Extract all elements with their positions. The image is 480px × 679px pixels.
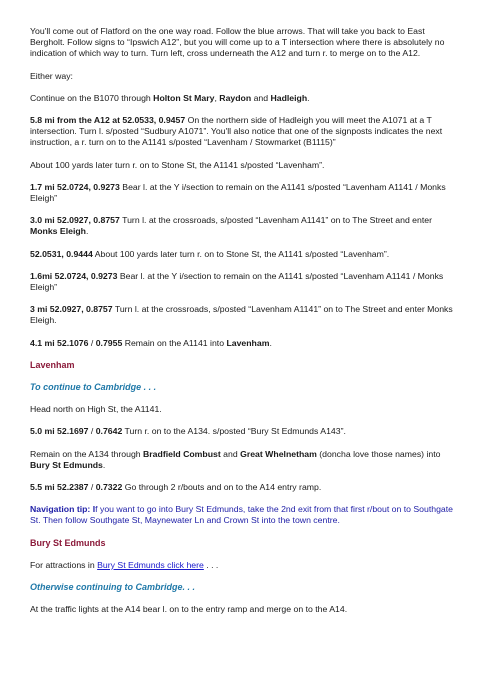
either-way-paragraph: Either way: [30, 70, 73, 81]
subheading-continue-cambridge: To continue to Cambridge . . . [30, 382, 157, 393]
text: For attractions in [30, 559, 98, 570]
waypoint: 3.0 mi 52.0927, 0.8757 [30, 215, 120, 226]
place-hadleigh: Hadleigh [270, 92, 308, 103]
text: Remain on the A134 through [30, 448, 144, 459]
place-raydon: Raydon [219, 92, 252, 103]
text: . [307, 92, 310, 103]
crossroads-paragraph-2 [30, 304, 455, 326]
waypoint: 3 mi 52.0927, 0.8757 [30, 304, 113, 315]
waypoint-lon: 0.7322 [95, 482, 123, 493]
place-lavenham: Lavenham [226, 337, 270, 348]
waypoint-lon: 0.7955 [95, 337, 123, 348]
lavenham-arrival-paragraph [30, 338, 455, 349]
text: Remain on the A1141 into [122, 337, 227, 348]
text: and [220, 448, 241, 459]
crossroads-paragraph [30, 215, 455, 237]
a14-paragraph: At the traffic lights at the A14 bear l. on to the entry ramp and merge on to the A14. [30, 604, 348, 615]
section-heading-lavenham: Lavenham [30, 359, 75, 370]
text: / [88, 337, 96, 348]
text: . [86, 226, 89, 237]
intro-paragraph: You'll come out of Flatford on the one way road. Follow the blue arrows. That will take you back to East Bergholt. Follow signs to “Ipswich A12”, but you will come up to a T intersection where there is absolutely no indication of which way to turn. Turn left, cross underneath the A12 and turn r. to merge on to the A12. [30, 26, 445, 59]
text: About 100 yards later turn r. on to Stone St, the A1141 s/posted “Lavenham”. [92, 248, 390, 259]
subheading-otherwise-cambridge: Otherwise continuing to Cambridge. . . [30, 582, 196, 593]
tip-text: f you want to go into Bury St Edmunds, take the 2nd exit from that first r/bout on to Southgate St. Then follow Southgate St, Maynewater Ln and Crown St into the town centre. [30, 504, 453, 526]
b1070-paragraph [30, 93, 455, 104]
waypoint: 5.0 mi 52.1697 [30, 426, 89, 437]
place-great-whelnetham: Great Whelnetham [240, 448, 317, 459]
place-holton: Holton St Mary [153, 92, 215, 103]
text: Turn l. at the crossroads, s/posted “Lavenham A1141” on to The Street and enter [119, 215, 432, 226]
a134-route-paragraph [30, 449, 455, 471]
waypoint: 1.6mi 52.0724, 0.9273 [30, 270, 118, 281]
waypoint: 5.8 mi from the A12 at 52.0533, 0.9457 [30, 115, 186, 126]
place-bradfield-combust: Bradfield Combust [143, 448, 221, 459]
bury-attractions-link[interactable]: Bury St Edmunds click here [97, 559, 204, 570]
text: . [269, 337, 272, 348]
text: Go through 2 r/bouts and on to the A14 entry ramp. [122, 482, 322, 493]
y-section-paragraph [30, 182, 455, 204]
section-heading-bury: Bury St Edmunds [30, 537, 106, 548]
text: Bear l. at the Y i/section to remain on the A1141 s/posted “Lavenham A1141 / Monks Eleigh” [30, 181, 446, 204]
a134-paragraph [30, 426, 455, 437]
text: . . . [203, 559, 219, 570]
text: / [88, 426, 96, 437]
attractions-paragraph [30, 560, 455, 571]
document-body [30, 26, 455, 627]
place-bury-st-edmunds: Bury St Edmunds [30, 459, 103, 470]
waypoint-lon: 0.7642 [95, 426, 123, 437]
roundabouts-paragraph [30, 482, 455, 493]
high-st-paragraph: Head north on High St, the A1141. [30, 404, 162, 415]
waypoint: 5.5 mi 52.2387 [30, 482, 89, 493]
text: , [214, 92, 220, 103]
hadleigh-paragraph [30, 115, 455, 149]
place-monks-eleigh: Monks Eleigh [30, 226, 86, 237]
y-section-paragraph-2 [30, 271, 455, 293]
text: . [102, 459, 106, 470]
text: / [88, 482, 96, 493]
text: Continue on the B1070 through [30, 92, 154, 103]
text: On the northern side of Hadleigh you will meet the A1071 at a T intersection. Turn l. s/posted “Sudbury A1071”. You'll also notice that one of the signposts indicates the next instruction, a r. turn on to the A1141 s/posted “Lavenham / Stowmarket (B1115)” [30, 115, 443, 148]
text: Turn l. at the crossroads, s/posted “Lavenham A1141” on to The Street and enter Monks Eleigh. [30, 304, 453, 326]
stone-st-paragraph-2 [30, 249, 455, 260]
text: Bear l. at the Y i/section to remain on the A1141 s/posted “Lavenham A1141 / Monks Eleigh” [30, 270, 444, 293]
waypoint: 1.7 mi 52.0724, 0.9273 [30, 181, 120, 192]
stone-st-paragraph: About 100 yards later turn r. on to Stone St, the A1141 s/posted “Lavenham”. [30, 159, 325, 170]
navigation-tip [30, 504, 455, 526]
text: Turn r. on to the A134. s/posted “Bury St Edmunds A143”. [122, 426, 346, 437]
waypoint: 4.1 mi 52.1076 [30, 337, 89, 348]
tip-label: Navigation tip: I [30, 504, 96, 515]
waypoint: 52.0531, 0.9444 [30, 248, 93, 259]
text: (doncha love those names) into [316, 448, 441, 459]
text: and [251, 92, 271, 103]
